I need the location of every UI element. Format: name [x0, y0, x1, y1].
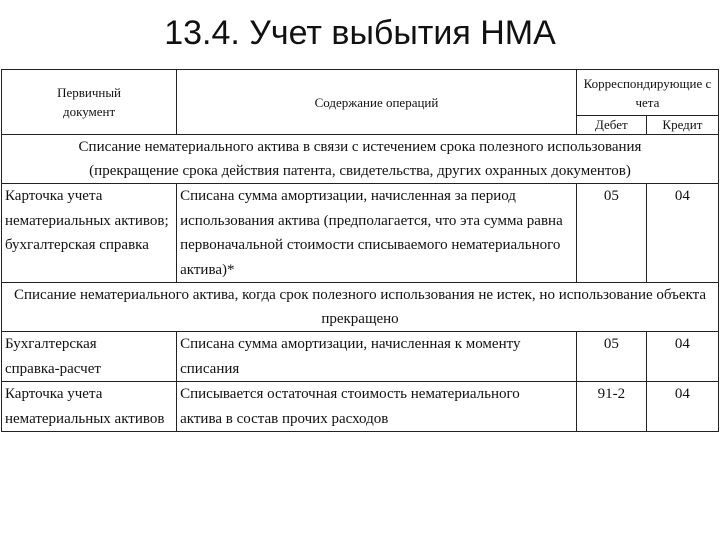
row3-debit: 91-2	[576, 382, 646, 432]
row2-credit: 04	[646, 332, 718, 382]
header-debit: Дебет	[576, 116, 646, 135]
row1-credit: 04	[646, 184, 718, 283]
row2-document: Бухгалтерская справка-расчет	[2, 332, 177, 382]
header-accounts: Корреспондирующие счета	[576, 70, 718, 116]
header-operations: Содержание операций	[177, 70, 577, 135]
table-row	[2, 382, 719, 432]
header-primary-document: Первичный документ	[2, 70, 177, 135]
row3-operation: Списывается остаточная стоимость нематериального актива в состав прочих расходов	[177, 382, 577, 432]
section-expired-term-title: Списание нематериального актива в связи с истечением срока полезного использования	[78, 139, 642, 155]
table-row	[2, 332, 719, 382]
section-expired-term-note: (прекращение срока действия патента, свидетельства, других охранных документов)	[89, 163, 631, 179]
operations-table	[1, 69, 719, 432]
row1-operation: Списана сумма амортизации, начисленная за период использования актива (предполагается, что эта сумма равна первоначальной стоимости списываемого нематериального актива)*	[177, 184, 577, 283]
row3-credit: 04	[646, 382, 718, 432]
table-row	[2, 184, 719, 283]
row1-debit: 05	[576, 184, 646, 283]
row1-document: Карточка учета нематериальных активов; бухгалтерская справка	[2, 184, 177, 283]
section-not-expired: Списание нематериального актива, когда срок полезного использования не истек, но использование объекта прекращено	[2, 283, 719, 332]
row2-debit: 05	[576, 332, 646, 382]
row2-operation: Списана сумма амортизации, начисленная к моменту списания	[177, 332, 577, 382]
page-title: 13.4. Учет выбытия НМА	[164, 14, 556, 52]
header-credit: Кредит	[646, 116, 718, 135]
section-expired-term	[2, 135, 719, 184]
row3-document: Карточка учета нематериальных активов	[2, 382, 177, 432]
